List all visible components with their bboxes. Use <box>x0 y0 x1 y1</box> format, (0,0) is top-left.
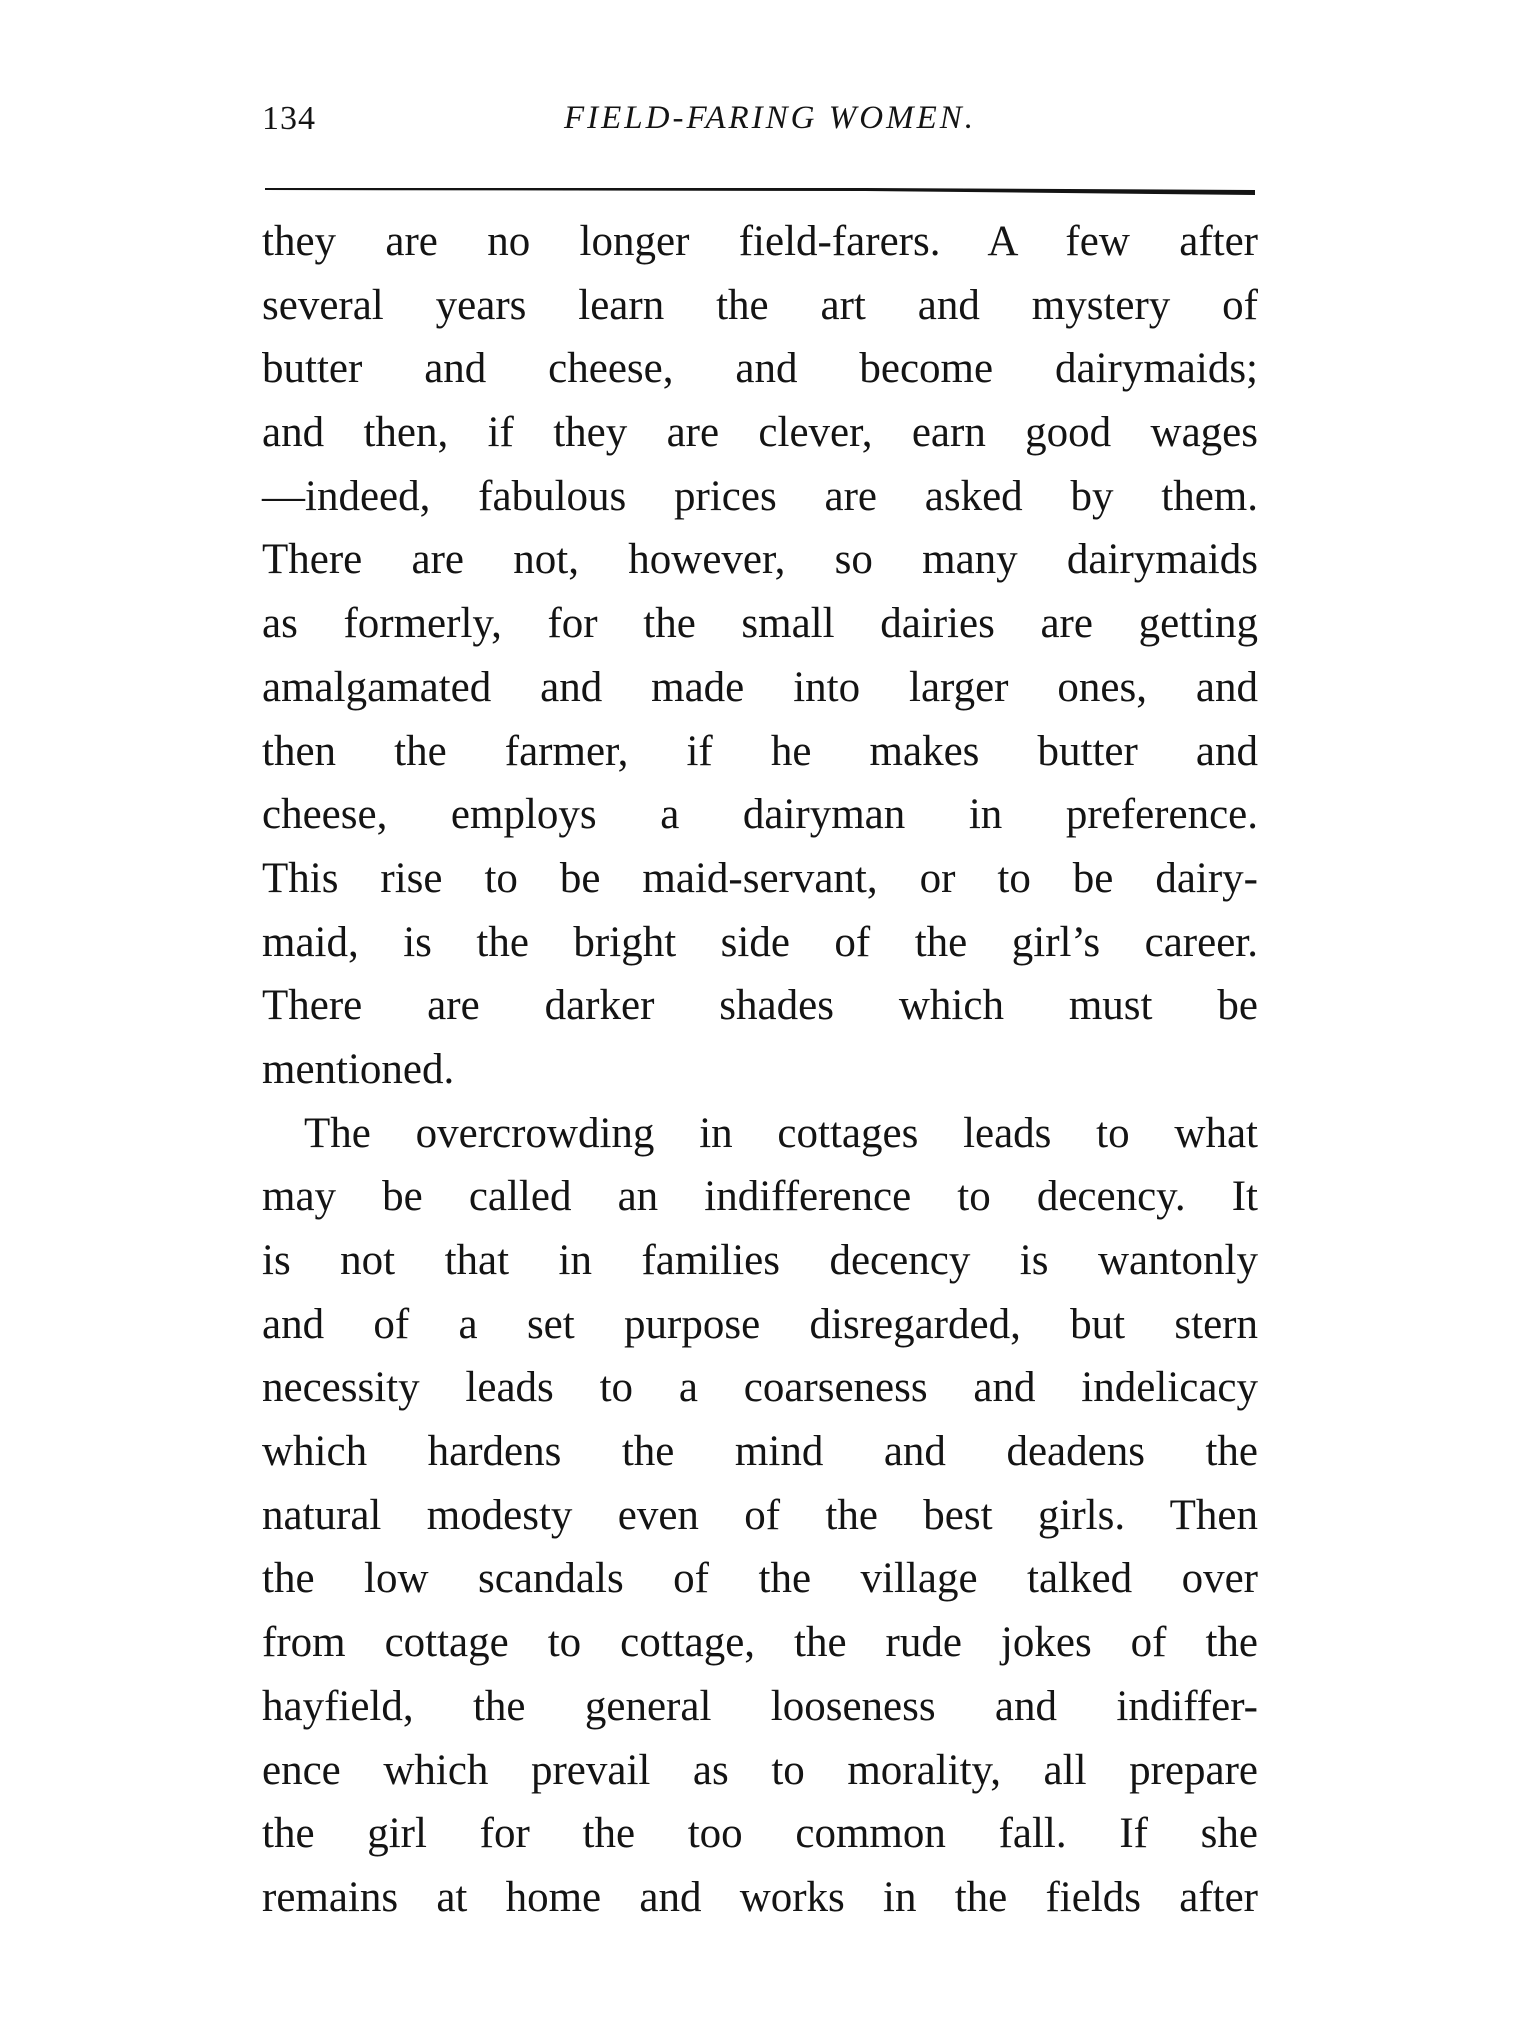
running-title: FIELD-FARING WOMEN. <box>563 100 976 136</box>
text-line: and of a set purpose disregarded, but stern <box>262 1300 1258 1348</box>
text-line: is not that in families decency is wantonly <box>262 1237 1258 1284</box>
text-line: butter and cheese, and become dairymaids; <box>262 345 1258 393</box>
text-line: There are darker shades which must be <box>262 982 1258 1030</box>
text-line: and then, if they are clever, earn good wages <box>262 409 1258 457</box>
text-line: they are no longer field-farers. A few after <box>262 218 1258 265</box>
text-line: remains at home and works in the fields after <box>262 1873 1258 1921</box>
text-line: ence which prevail as to morality, all prepare <box>262 1746 1258 1794</box>
body-text <box>262 210 1258 1930</box>
text-line: from cottage to cottage, the rude jokes of the <box>262 1619 1258 1667</box>
text-line: several years learn the art and mystery of <box>262 281 1258 329</box>
text-line: as formerly, for the small dairies are getting <box>262 600 1258 648</box>
text-line: maid, is the bright side of the girl’s career. <box>262 918 1258 966</box>
paragraph <box>262 1102 1258 1930</box>
text-line: the low scandals of the village talked over <box>262 1555 1258 1603</box>
paragraph <box>262 210 1258 1102</box>
text-line: then the farmer, if he makes butter and <box>262 727 1258 775</box>
text-line: mentioned. <box>262 1045 455 1093</box>
text-line: There are not, however, so many dairymaids <box>262 536 1258 584</box>
header-rule <box>265 186 1255 195</box>
text-line: amalgamated and made into larger ones, and <box>262 663 1258 711</box>
text-line: The overcrowding in cottages leads to what <box>304 1109 1258 1157</box>
page-number: 134 <box>262 100 316 137</box>
text-line: This rise to be maid-servant, or to be dairy- <box>262 854 1258 902</box>
text-line: —indeed, fabulous prices are asked by them. <box>262 472 1258 520</box>
text-line: necessity leads to a coarseness and indelicacy <box>262 1364 1258 1412</box>
text-line: hayfield, the general looseness and indiffer- <box>262 1682 1258 1730</box>
text-line: which hardens the mind and deadens the <box>262 1428 1258 1476</box>
text-line: may be called an indifference to decency. It <box>262 1173 1258 1221</box>
text-line: the girl for the too common fall. If she <box>262 1810 1258 1858</box>
text-line: natural modesty even of the best girls. Then <box>262 1491 1258 1539</box>
text-line: cheese, employs a dairyman in preference. <box>262 791 1258 839</box>
